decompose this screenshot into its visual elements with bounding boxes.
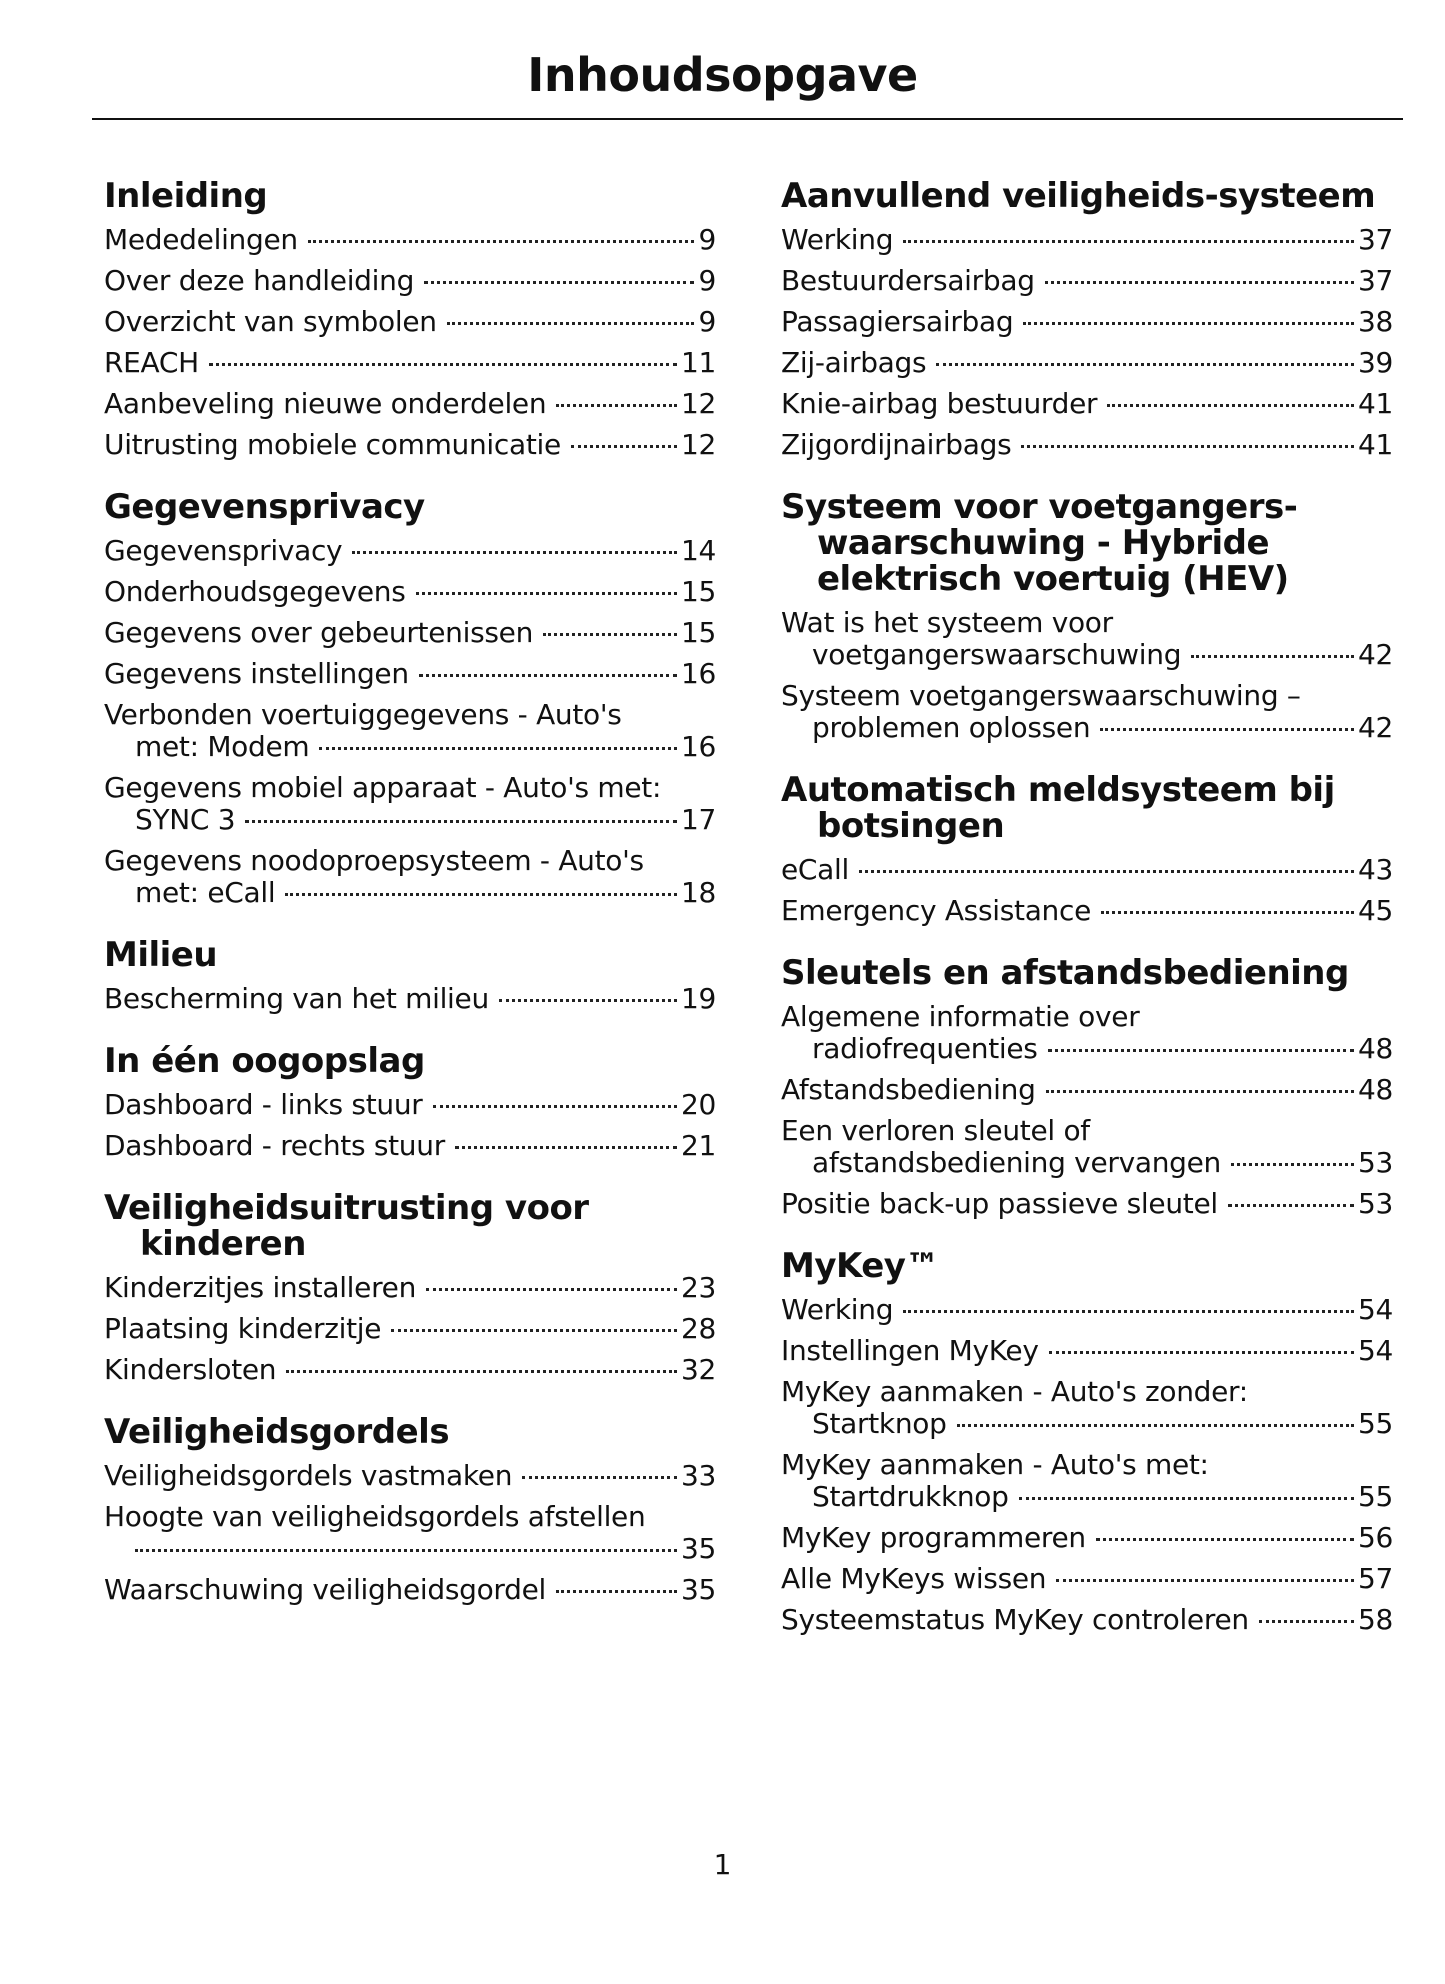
dot-leader (1191, 655, 1354, 658)
entry-title-line: MyKey aanmaken - Auto's zonder: (781, 1375, 1248, 1408)
entry-page-number: 12 (680, 428, 716, 461)
entry-page-number: 37 (1357, 223, 1393, 256)
page-title: Inhoudsopgave (527, 48, 918, 102)
toc-section-gegevensprivacy (104, 489, 716, 909)
dot-leader (957, 1424, 1354, 1427)
dot-leader (419, 674, 677, 677)
dot-leader (319, 747, 677, 750)
entry-label: met: eCall (135, 876, 276, 909)
dot-leader (416, 592, 677, 595)
toc-entry[interactable] (104, 265, 716, 297)
toc-entry[interactable] (781, 1449, 1393, 1513)
dot-leader (447, 322, 695, 325)
title-divider (92, 118, 1403, 120)
entry-title-line: Een verloren sleutel of (781, 1114, 1090, 1147)
section-title: Systeem voor voetgangers-waarschuwing - Hybride elektrisch voertuig (HEV) (781, 487, 1298, 599)
entry-page-number: 48 (1357, 1073, 1393, 1106)
dot-leader (1101, 911, 1354, 914)
dot-leader (1259, 1620, 1354, 1623)
toc-section-sleutels-en-afstandsbediening (781, 955, 1393, 1220)
dot-leader (522, 1476, 677, 1479)
toc-entry[interactable] (781, 854, 1393, 886)
entry-label: Aanbeveling nieuwe onderdelen (104, 387, 547, 420)
dot-leader (245, 820, 677, 823)
entry-title-line: Gegevens noodoproepsysteem - Auto's (104, 844, 644, 877)
toc-section-mykey (781, 1248, 1393, 1636)
dot-leader (1023, 322, 1354, 325)
toc-section-veiligheidsgordels (104, 1414, 716, 1606)
dot-leader (1107, 404, 1354, 407)
entry-label: REACH (104, 346, 199, 379)
entry-page-number: 38 (1357, 305, 1393, 338)
dot-leader (1049, 1351, 1354, 1354)
toc-section-automatisch-meldsysteem-bij-botsingen (781, 772, 1393, 927)
entry-label: afstandsbediening vervangen (812, 1146, 1222, 1179)
entry-label: Uitrusting mobiele communicatie (104, 428, 561, 461)
entry-page-number: 41 (1357, 428, 1393, 461)
section-title: Veiligheidsuitrusting voor kinderen (104, 1188, 589, 1264)
page-number: 1 (713, 1848, 732, 1881)
entry-page-number: 14 (680, 534, 716, 567)
entry-title-line: MyKey aanmaken - Auto's met: (781, 1448, 1209, 1481)
toc-entry[interactable] (104, 658, 716, 690)
entry-page-number: 56 (1357, 1521, 1393, 1554)
toc-section-milieu (104, 937, 716, 1015)
entry-page-number: 55 (1357, 1407, 1393, 1440)
entry-label: Gegevensprivacy (104, 534, 343, 567)
toc-entry[interactable] (104, 845, 716, 909)
toc-entry[interactable] (781, 1335, 1393, 1367)
toc-entry[interactable] (104, 1089, 716, 1121)
dot-leader (1048, 1049, 1354, 1052)
dot-leader (286, 1370, 677, 1373)
entry-label: MyKey programmeren (781, 1521, 1086, 1554)
toc-section-systeem-voor-voetgangers-waarschuwing-hybride-elektrisch-voertuig-hev (781, 489, 1393, 744)
entry-label: met: Modem (135, 730, 310, 763)
dot-leader (1096, 1538, 1354, 1541)
dot-leader (1046, 1090, 1354, 1093)
dot-leader (936, 363, 1354, 366)
section-title: Inleiding (104, 176, 268, 216)
entry-label: radiofrequenties (812, 1032, 1038, 1065)
toc-entry[interactable] (104, 699, 716, 763)
entry-label: Over deze handleiding (104, 264, 415, 297)
entry-label: Positie back-up passieve sleutel (781, 1187, 1218, 1220)
entry-page-number: 16 (680, 657, 716, 690)
entry-page-number: 33 (680, 1459, 716, 1492)
entry-title-line: Systeem voetgangerswaarschuwing – (781, 679, 1301, 712)
entry-page-number: 54 (1357, 1293, 1393, 1326)
entry-label: Gegevens over gebeurtenissen (104, 616, 534, 649)
entry-label: Overzicht van symbolen (104, 305, 437, 338)
toc-entry[interactable] (104, 1501, 716, 1565)
entry-page-number: 55 (1357, 1480, 1393, 1513)
entry-page-number: 23 (680, 1271, 716, 1304)
section-title: Milieu (104, 935, 218, 975)
entry-title-line: Wat is het systeem voor (781, 606, 1113, 639)
toc-entry[interactable] (781, 347, 1393, 379)
entry-label: SYNC 3 (135, 803, 236, 836)
toc-entry[interactable] (781, 895, 1393, 927)
dot-leader (433, 1105, 677, 1108)
entry-page-number: 42 (1357, 638, 1393, 671)
toc-entry[interactable] (104, 306, 716, 338)
entry-label: Dashboard - links stuur (104, 1088, 423, 1121)
entry-page-number: 45 (1357, 894, 1393, 927)
entry-page-number: 53 (1357, 1187, 1393, 1220)
entry-page-number: 35 (680, 1573, 716, 1606)
toc-entry[interactable] (104, 388, 716, 420)
dot-leader (1231, 1163, 1354, 1166)
toc-entry[interactable] (104, 1460, 716, 1492)
toc-entry[interactable] (781, 1522, 1393, 1554)
toc-section-veiligheidsuitrusting-voor-kinderen (104, 1190, 716, 1386)
dot-leader (426, 1288, 677, 1291)
entry-label: Veiligheidsgordels vastmaken (104, 1459, 513, 1492)
toc-entry[interactable] (781, 1376, 1393, 1440)
entry-label: Bescherming van het milieu (104, 982, 489, 1015)
dot-leader (285, 893, 677, 896)
toc-entry[interactable] (104, 535, 716, 567)
toc-entry[interactable] (781, 306, 1393, 338)
entry-label: Bestuurdersairbag (781, 264, 1035, 297)
toc-entry[interactable] (781, 429, 1393, 461)
section-title: Aanvullend veiligheids-systeem (781, 176, 1376, 216)
toc-entry[interactable] (781, 1074, 1393, 1106)
dot-leader (1019, 1497, 1354, 1500)
entry-page-number: 41 (1357, 387, 1393, 420)
entry-label: Alle MyKeys wissen (781, 1562, 1047, 1595)
section-title: Automatisch meldsysteem bij botsingen (781, 770, 1335, 846)
toc-entry[interactable] (104, 1354, 716, 1386)
entry-label: Zij-airbags (781, 346, 927, 379)
entry-page-number: 57 (1357, 1562, 1393, 1595)
entry-label: Startdrukknop (812, 1480, 1009, 1513)
dot-leader (1045, 281, 1354, 284)
toc-entry[interactable] (104, 224, 716, 256)
dot-leader (556, 404, 677, 407)
toc-entry[interactable] (781, 388, 1393, 420)
dot-leader (135, 1549, 677, 1552)
dot-leader (556, 1590, 677, 1593)
toc-entry[interactable] (781, 1563, 1393, 1595)
dot-leader (391, 1329, 677, 1332)
entry-page-number: 19 (680, 982, 716, 1015)
entry-page-number: 16 (680, 730, 716, 763)
entry-title-line: Gegevens mobiel apparaat - Auto's met: (104, 771, 662, 804)
dot-leader (1021, 445, 1354, 448)
toc-entry[interactable] (781, 1001, 1393, 1065)
entry-page-number: 54 (1357, 1334, 1393, 1367)
toc-entry[interactable] (104, 1574, 716, 1606)
dot-leader (571, 445, 677, 448)
toc-entry[interactable] (104, 347, 716, 379)
entry-label: Dashboard - rechts stuur (104, 1129, 445, 1162)
toc-entry[interactable] (104, 429, 716, 461)
entry-label: eCall (781, 853, 849, 886)
section-title: Gegevensprivacy (104, 487, 425, 527)
entry-page-number: 12 (680, 387, 716, 420)
entry-label: Afstandsbediening (781, 1073, 1036, 1106)
dot-leader (543, 633, 677, 636)
entry-page-number: 20 (680, 1088, 716, 1121)
toc-entry[interactable] (104, 1130, 716, 1162)
entry-page-number: 21 (680, 1129, 716, 1162)
entry-page-number: 15 (680, 575, 716, 608)
section-title: Sleutels en afstandsbediening (781, 953, 1349, 993)
toc-entry[interactable] (781, 1188, 1393, 1220)
dot-leader (903, 1310, 1354, 1313)
entry-page-number: 53 (1357, 1146, 1393, 1179)
toc-entry[interactable] (781, 265, 1393, 297)
toc-entry[interactable] (104, 1272, 716, 1304)
toc-entry[interactable] (781, 1115, 1393, 1179)
entry-title-line: Algemene informatie over (781, 1000, 1140, 1033)
entry-title-line: Hoogte van veiligheidsgordels afstellen (104, 1500, 646, 1533)
entry-page-number: 15 (680, 616, 716, 649)
section-title: In één oogopslag (104, 1041, 425, 1081)
entry-label: Startknop (812, 1407, 947, 1440)
entry-label: Plaatsing kinderzitje (104, 1312, 382, 1345)
entry-label: Zijgordijnairbags (781, 428, 1012, 461)
toc-right-column (781, 178, 1393, 1664)
entry-label: Onderhoudsgegevens (104, 575, 406, 608)
entry-label: Werking (781, 1293, 894, 1326)
entry-page-number: 48 (1357, 1032, 1393, 1065)
toc-entry[interactable] (781, 680, 1393, 744)
entry-label: Kindersloten (104, 1353, 277, 1386)
entry-page-number: 37 (1357, 264, 1393, 297)
entry-label: Emergency Assistance (781, 894, 1092, 927)
toc-section-in-een-oogopslag (104, 1043, 716, 1162)
entry-page-number: 43 (1357, 853, 1393, 886)
dot-leader (352, 551, 677, 554)
entry-page-number: 9 (698, 223, 716, 256)
entry-page-number: 35 (680, 1532, 716, 1565)
toc-left-column (104, 178, 716, 1634)
dot-leader (1056, 1579, 1354, 1582)
toc-entry[interactable] (104, 576, 716, 608)
toc-entry[interactable] (104, 983, 716, 1015)
entry-page-number: 18 (680, 876, 716, 909)
toc-entry[interactable] (104, 1313, 716, 1345)
entry-label: Systeemstatus MyKey controleren (781, 1603, 1249, 1636)
entry-page-number: 42 (1357, 711, 1393, 744)
entry-page-number: 9 (698, 305, 716, 338)
entry-page-number: 39 (1357, 346, 1393, 379)
entry-label: Kinderzitjes installeren (104, 1271, 417, 1304)
dot-leader (455, 1146, 677, 1149)
dot-leader (859, 870, 1354, 873)
section-title: MyKey™ (781, 1246, 939, 1286)
dot-leader (209, 363, 677, 366)
entry-label: Knie-airbag bestuurder (781, 387, 1098, 420)
dot-leader (424, 281, 694, 284)
entry-label: problemen oplossen (812, 711, 1091, 744)
toc-entry[interactable] (781, 607, 1393, 671)
entry-label: Mededelingen (104, 223, 298, 256)
entry-label: Passagiersairbag (781, 305, 1014, 338)
toc-entry[interactable] (781, 224, 1393, 256)
entry-page-number: 58 (1357, 1603, 1393, 1636)
toc-entry[interactable] (781, 1294, 1393, 1326)
entry-page-number: 32 (680, 1353, 716, 1386)
entry-label: Waarschuwing veiligheidsgordel (104, 1573, 547, 1606)
dot-leader (499, 999, 677, 1002)
entry-page-number: 11 (680, 346, 716, 379)
entry-label: Instellingen MyKey (781, 1334, 1039, 1367)
toc-section-inleiding (104, 178, 716, 461)
entry-label: Gegevens instellingen (104, 657, 409, 690)
entry-label: Werking (781, 223, 894, 256)
dot-leader (1228, 1204, 1354, 1207)
entry-page-number: 9 (698, 264, 716, 297)
entry-label: voetgangerswaarschuwing (812, 638, 1182, 671)
toc-entry[interactable] (104, 617, 716, 649)
dot-leader (903, 240, 1354, 243)
entry-title-line: Verbonden voertuiggegevens - Auto's (104, 698, 622, 731)
entry-page-number: 28 (680, 1312, 716, 1345)
entry-page-number: 17 (680, 803, 716, 836)
dot-leader (1100, 728, 1354, 731)
section-title: Veiligheidsgordels (104, 1412, 450, 1452)
toc-section-aanvullend-veiligheids-systeem (781, 178, 1393, 461)
toc-entry[interactable] (781, 1604, 1393, 1636)
dot-leader (308, 240, 695, 243)
toc-entry[interactable] (104, 772, 716, 836)
